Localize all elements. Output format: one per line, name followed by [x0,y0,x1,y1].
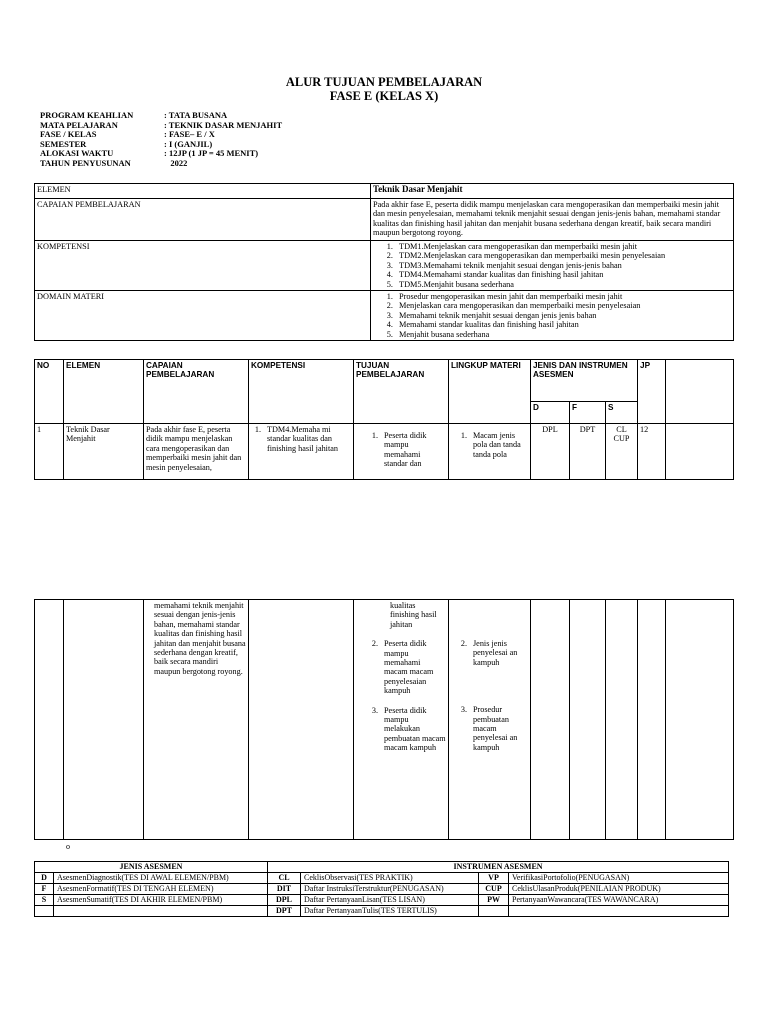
cell-tujuan [354,600,449,840]
domain-list [373,292,731,339]
empty-cell [64,600,144,840]
col-header-f: F [570,402,606,424]
item-number: 1. [254,425,261,434]
page-title [0,75,768,103]
item-number: 1. [460,431,467,440]
instrument-desc: PertanyaanWawancara(TES WAWANCARA) [509,895,729,906]
cell-lingkup [449,424,531,480]
item-text: Prosedur pembuatan macam penyelesai an kampuh [473,705,518,752]
meta-key: TAHUN PENYUSUNAN [40,157,131,168]
instrument-desc: CeklisUlasanProduk(PENILAIAN PRODUK) [509,884,729,895]
instrument-code [479,906,509,917]
cell-capaian [144,600,249,840]
meta-key: SEMESTER [40,138,87,149]
legend-desc: AsesmenDiagnostik(TES DI AWAL ELEMEN/PBM) [54,873,268,884]
list-item: 2. TDM2.Menjelaskan cara mengoperasikan dan memperbaiki mesin penyelesaian [395,251,731,260]
empty-cell [666,600,734,840]
col-header-kompetensi: KOMPETENSI [249,360,354,424]
summary-label: CAPAIAN PEMBELAJARAN [35,199,371,241]
meta-value: 2022 [164,157,188,168]
instrument-desc [509,906,729,917]
empty-cell [249,600,354,840]
cell-f: DPT [570,424,606,480]
item-number: 3. [371,705,378,715]
summary-label: ELEMEN [35,184,371,199]
summary-row-domain [35,291,734,341]
col-header-lingkup: LINGKUP MATERI [449,360,531,424]
cell-lingkup [449,600,531,840]
summary-row-elemen [35,184,734,199]
legend-desc: AsesmenFormatif(TES DI TENGAH ELEMEN) [54,884,268,895]
summary-value: Teknik Dasar Menjahit [371,184,734,199]
list-item: 1. TDM1.Menjelaskan cara mengoperasikan dan memperbaiki mesin jahit [395,242,731,251]
cell-elemen: Teknik Dasar Menjahit [64,424,144,480]
legend-row [35,906,729,917]
table-row [35,424,734,480]
kompetensi-list [373,242,731,289]
meta-key: ALOKASI WAKTU [40,148,114,159]
item-text: Peserta didik mampu memahami standar dan [384,431,427,469]
legend-row [35,895,729,906]
summary-value [371,291,734,341]
meta-block [40,111,282,169]
legend-header-jenis: JENIS ASESMEN [35,862,268,873]
atp-table [34,359,734,480]
item-text: kualitas finishing hasil jahitan [390,601,437,629]
item-text: TDM4.Memaha mi standar kualitas dan finishing hasil jahitan [267,425,338,453]
cell-capaian: Pada akhir fase E, peserta didik mampu menjelaskan cara mengoperasikan dan memperbaiki mesin jahit dan mesin penyelesaian, [144,424,249,480]
meta-row [40,159,282,169]
atp-table-continued [34,599,734,840]
item-text: Peserta didik mampu memahami macam macam penyelesaian kampuh [384,639,434,696]
instrument-desc: Daftar PertanyaanLisan(TES LISAN) [301,895,479,906]
empty-cell [666,360,734,424]
col-header-s: S [606,402,638,424]
item-text: Jenis jenis penyelesai an kampuh [473,639,518,667]
list-item: 4. TDM4.Memahami standar kualitas dan finishing hasil jahitan [395,270,731,279]
cell-no: 1 [35,424,64,480]
empty-cell [531,600,570,840]
legend-desc [54,906,268,917]
list-item: 5. TDM5.Menjahit busana sederhana [395,280,731,289]
instrument-code: DIT [268,884,301,895]
capaian-text: memahami teknik menjahit sesuai dengan jenis-jenis bahan, memahami standar kualitas dan finishing hasil jahitan dan menjahit busana sederhana dengan kreatif, baik secara mandiri maupun bergotong royong. [154,601,246,676]
summary-table [34,183,734,341]
instrument-desc: Daftar InstruksiTerstruktur(PENUGASAN) [301,884,479,895]
meta-key: MATA PELAJARAN [40,119,118,130]
meta-value: : TEKNIK DASAR MENJAHIT [164,119,283,130]
instrument-code: CUP [479,884,509,895]
item-text: Peserta didik mampu melakukan pembuatan macam macam kampuh [384,705,446,753]
cell-d: DPL [531,424,570,480]
item-text: Macam jenis pola dan tanda tanda pola [473,431,521,459]
legend-row [35,873,729,884]
stray-mark: o [66,842,70,851]
col-header-no: NO [35,360,64,424]
legend-table [34,861,729,917]
instrument-code: VP [479,873,509,884]
summary-value: Pada akhir fase E, peserta didik mampu menjelaskan cara mengoperasikan dan memperbaiki mesin jahit dan mesin penyelesaian, memahami teknik menjahit sesuai dengan jenis-jenis bahan, memahami standar kualitas dan finishing hasil jahitan dan menjahit busana sederhana dengan kreatif, baik secara mandiri maupun bergotong royong. [371,199,734,241]
item-number: 2. [460,639,467,648]
meta-key: FASE / KELAS [40,129,97,140]
cell-jp: 12 [638,424,666,480]
instrument-code: PW [479,895,509,906]
summary-row-capaian [35,199,734,241]
empty-cell [638,600,666,840]
list-item: 5. Menjahit busana sederhana [395,330,731,339]
empty-cell [570,600,606,840]
item-number: 1. [371,431,378,440]
summary-value [371,241,734,291]
instrument-desc: Daftar PertanyaanTulis(TES TERTULIS) [301,906,479,917]
table-row [35,600,734,840]
meta-value: : 12JP (1 JP = 45 MENIT) [164,148,259,159]
header-row [35,360,734,402]
col-header-capaian: CAPAIAN PEMBELAJARAN [144,360,249,424]
empty-cell [606,600,638,840]
col-header-jp: JP [638,360,666,424]
legend-row [35,884,729,895]
col-header-jenis: JENIS DAN INSTRUMEN ASESMEN [531,360,638,402]
list-item: 3. TDM3.Memahami teknik menjahit sesuai dengan jenis-jenis bahan [395,261,731,270]
title-line-1: ALUR TUJUAN PEMBELAJARAN [285,75,483,89]
instrument-code: CL [268,873,301,884]
title-line-2: FASE E (KELAS X) [329,89,439,103]
instrument-code: DPT [268,906,301,917]
meta-value: : TATA BUSANA [164,110,228,120]
summary-label: KOMPETENSI [35,241,371,291]
instrument-desc: CeklisObservasi(TES PRAKTIK) [301,873,479,884]
instrument-desc: VerifikasiPortofolio(PENUGASAN) [509,873,729,884]
instrument-code: DPL [268,895,301,906]
legend-header-instrumen: INSTRUMEN ASESMEN [268,862,729,873]
legend-header-row [35,862,729,873]
list-item: 2. Menjelaskan cara mengoperasikan dan memperbaiki mesin penyelesaian [395,301,731,310]
col-header-elemen: ELEMEN [64,360,144,424]
list-item: 4. Memahami standar kualitas dan finishing hasil jahitan [395,320,731,329]
empty-cell [35,600,64,840]
meta-value: : FASE– E / X [164,129,215,140]
legend-desc: AsesmenSumatif(TES DI AKHIR ELEMEN/PBM) [54,895,268,906]
meta-key: PROGRAM KEAHLIAN [40,110,134,120]
empty-cell [666,424,734,480]
item-number: 3. [460,705,467,715]
legend-code [35,906,54,917]
cell-kompetensi [249,424,354,480]
legend-code: F [35,884,54,895]
legend-code: D [35,873,54,884]
col-header-d: D [531,402,570,424]
summary-label: DOMAIN MATERI [35,291,371,341]
item-number: 2. [371,639,378,649]
cell-s: CL CUP [606,424,638,480]
col-header-tujuan: TUJUAN PEMBELAJARAN [354,360,449,424]
summary-row-kompetensi [35,241,734,291]
list-item: 1. Prosedur mengoperasikan mesin jahit dan memperbaiki mesin jahit [395,292,731,301]
legend-code: S [35,895,54,906]
list-item: 3. Memahami teknik menjahit sesuai dengan jenis jenis bahan [395,311,731,320]
meta-value: : I (GANJIL) [164,138,213,149]
cell-tujuan [354,424,449,480]
